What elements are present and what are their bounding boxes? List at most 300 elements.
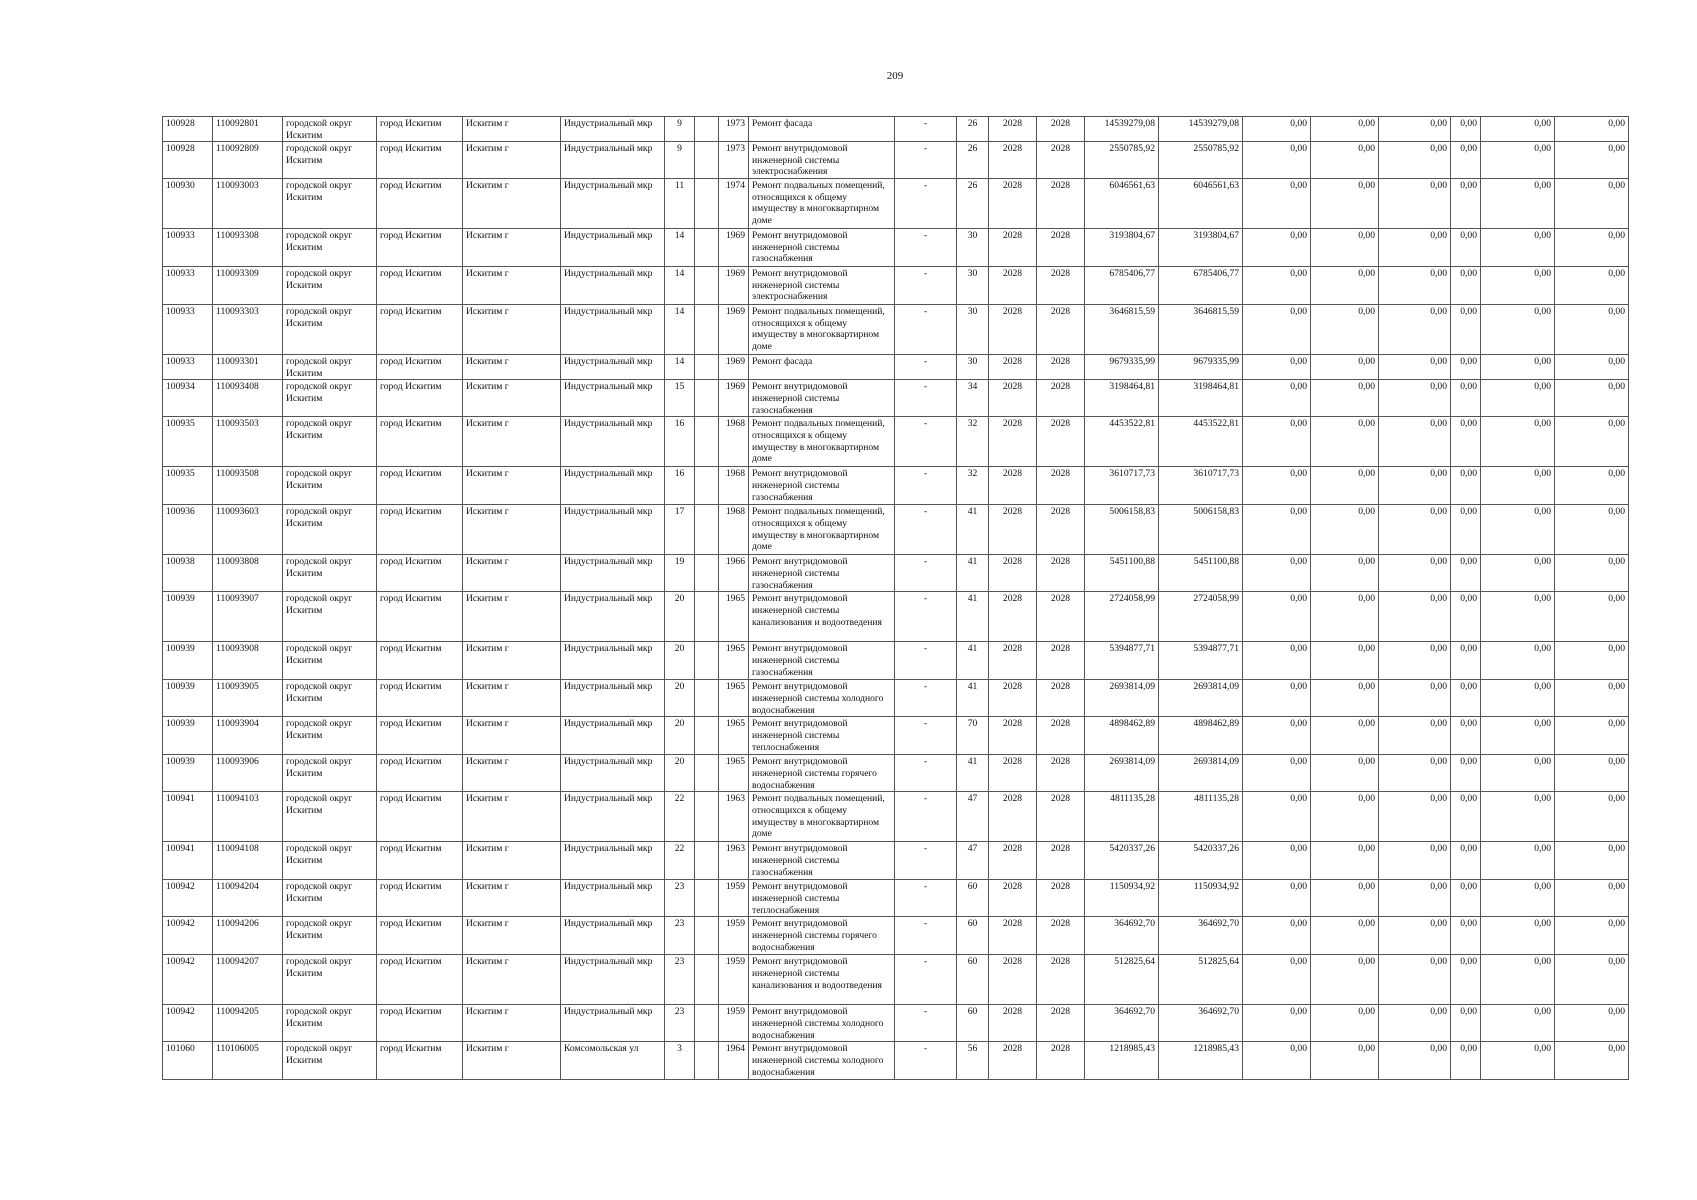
cell-amount-2: 0,00 [1311, 717, 1379, 755]
cell-building [695, 305, 719, 355]
cell-house-number: 17 [665, 505, 695, 555]
table-row [163, 717, 1629, 755]
cell-object-id: 100942 [163, 880, 213, 917]
cell-municipal-district: городской округ Искитим [283, 642, 377, 680]
cell-cost-total: 1150934,92 [1085, 880, 1159, 917]
cell-street: Индустриальный мкр [561, 642, 665, 680]
table-row [163, 305, 1629, 355]
cell-amount-1: 0,00 [1243, 179, 1311, 229]
cell-year-end: 2028 [1037, 142, 1085, 179]
cell-amount-5: 0,00 [1481, 505, 1555, 555]
table-row [163, 355, 1629, 380]
cell-object-id: 100930 [163, 179, 213, 229]
cell-municipal-district: городской округ Искитим [283, 142, 377, 179]
cell-street: Индустриальный мкр [561, 792, 665, 842]
cell-floors: 41 [957, 642, 989, 680]
cell-amount-2: 0,00 [1311, 505, 1379, 555]
cell-house-number: 20 [665, 642, 695, 680]
cell-year-built: 1966 [719, 555, 749, 592]
cell-work-id: 110093309 [213, 267, 283, 305]
cell-street: Индустриальный мкр [561, 1005, 665, 1042]
cell-amount-6: 0,00 [1555, 792, 1629, 842]
cell-amount-2: 0,00 [1311, 417, 1379, 467]
cell-amount-6: 0,00 [1555, 1005, 1629, 1042]
cell-municipal-district: городской округ Искитим [283, 842, 377, 880]
cell-year-start: 2028 [989, 1005, 1037, 1042]
cell-amount-4: 0,00 [1451, 267, 1481, 305]
cell-work-type: Ремонт внутридомовой инженерной системы газоснабжения [749, 380, 895, 417]
cell-amount-5: 0,00 [1481, 117, 1555, 142]
cell-house-number: 23 [665, 1005, 695, 1042]
cell-amount-2: 0,00 [1311, 792, 1379, 842]
cell-amount-5: 0,00 [1481, 267, 1555, 305]
table-row [163, 642, 1629, 680]
cell-amount-6: 0,00 [1555, 717, 1629, 755]
cell-house-number: 14 [665, 305, 695, 355]
cell-year-built: 1973 [719, 117, 749, 142]
cell-work-id: 110094207 [213, 955, 283, 1005]
cell-dash: - [895, 680, 957, 717]
cell-year-built: 1965 [719, 717, 749, 755]
cell-amount-4: 0,00 [1451, 592, 1481, 642]
table-row [163, 179, 1629, 229]
table-row [163, 1005, 1629, 1042]
cell-building [695, 117, 719, 142]
cell-amount-5: 0,00 [1481, 1042, 1555, 1080]
cell-amount-2: 0,00 [1311, 1042, 1379, 1080]
cell-work-type: Ремонт внутридомовой инженерной системы теплоснабжения [749, 717, 895, 755]
cell-locality: Искитим г [463, 917, 561, 955]
cell-year-built: 1969 [719, 305, 749, 355]
cell-amount-1: 0,00 [1243, 1005, 1311, 1042]
cell-year-start: 2028 [989, 117, 1037, 142]
cell-work-type: Ремонт внутридомовой инженерной системы газоснабжения [749, 229, 895, 267]
cell-building [695, 505, 719, 555]
cell-floors: 41 [957, 592, 989, 642]
cell-amount-1: 0,00 [1243, 880, 1311, 917]
cell-amount-5: 0,00 [1481, 880, 1555, 917]
cell-locality: Искитим г [463, 555, 561, 592]
cell-municipal-district: городской округ Искитим [283, 1042, 377, 1080]
cell-year-end: 2028 [1037, 467, 1085, 505]
cell-cost-planned: 9679335,99 [1159, 355, 1243, 380]
cell-building [695, 229, 719, 267]
cell-year-built: 1959 [719, 1005, 749, 1042]
cell-amount-5: 0,00 [1481, 680, 1555, 717]
cell-amount-2: 0,00 [1311, 592, 1379, 642]
cell-amount-4: 0,00 [1451, 642, 1481, 680]
cell-amount-5: 0,00 [1481, 380, 1555, 417]
cell-year-start: 2028 [989, 842, 1037, 880]
cell-amount-4: 0,00 [1451, 880, 1481, 917]
cell-amount-6: 0,00 [1555, 842, 1629, 880]
cell-locality: Искитим г [463, 1042, 561, 1080]
cell-amount-4: 0,00 [1451, 1005, 1481, 1042]
cell-settlement: город Искитим [377, 555, 463, 592]
cell-work-type: Ремонт внутридомовой инженерной системы газоснабжения [749, 842, 895, 880]
cell-year-built: 1959 [719, 955, 749, 1005]
cell-amount-5: 0,00 [1481, 355, 1555, 380]
cell-locality: Искитим г [463, 1005, 561, 1042]
cell-amount-6: 0,00 [1555, 505, 1629, 555]
cell-work-type: Ремонт внутридомовой инженерной системы электроснабжения [749, 142, 895, 179]
cell-amount-6: 0,00 [1555, 467, 1629, 505]
cell-amount-6: 0,00 [1555, 1042, 1629, 1080]
cell-object-id: 100928 [163, 117, 213, 142]
cell-building [695, 1005, 719, 1042]
cell-amount-3: 0,00 [1379, 117, 1451, 142]
cell-amount-6: 0,00 [1555, 755, 1629, 792]
cell-floors: 26 [957, 179, 989, 229]
table-row [163, 680, 1629, 717]
table-row [163, 467, 1629, 505]
page-number: 209 [886, 70, 904, 82]
cell-work-type: Ремонт фасада [749, 117, 895, 142]
cell-cost-total: 2724058,99 [1085, 592, 1159, 642]
cell-amount-2: 0,00 [1311, 680, 1379, 717]
cell-work-id: 110094103 [213, 792, 283, 842]
cell-locality: Искитим г [463, 880, 561, 917]
cell-cost-total: 6785406,77 [1085, 267, 1159, 305]
cell-year-start: 2028 [989, 955, 1037, 1005]
cell-cost-planned: 6785406,77 [1159, 267, 1243, 305]
cell-amount-4: 0,00 [1451, 842, 1481, 880]
table-row [163, 755, 1629, 792]
cell-year-start: 2028 [989, 642, 1037, 680]
cell-object-id: 100936 [163, 505, 213, 555]
table-body [163, 117, 1629, 1080]
cell-amount-3: 0,00 [1379, 555, 1451, 592]
cell-amount-3: 0,00 [1379, 755, 1451, 792]
cell-settlement: город Искитим [377, 642, 463, 680]
cell-house-number: 16 [665, 417, 695, 467]
cell-amount-4: 0,00 [1451, 179, 1481, 229]
cell-building [695, 842, 719, 880]
cell-settlement: город Искитим [377, 505, 463, 555]
cell-locality: Искитим г [463, 505, 561, 555]
cell-amount-3: 0,00 [1379, 592, 1451, 642]
cell-street: Индустриальный мкр [561, 417, 665, 467]
cell-building [695, 717, 719, 755]
cell-locality: Искитим г [463, 142, 561, 179]
cell-year-built: 1965 [719, 592, 749, 642]
cell-amount-5: 0,00 [1481, 917, 1555, 955]
cell-amount-6: 0,00 [1555, 642, 1629, 680]
cell-amount-1: 0,00 [1243, 355, 1311, 380]
cell-amount-5: 0,00 [1481, 142, 1555, 179]
cell-building [695, 467, 719, 505]
cell-amount-3: 0,00 [1379, 355, 1451, 380]
cell-settlement: город Искитим [377, 680, 463, 717]
cell-street: Индустриальный мкр [561, 305, 665, 355]
cell-settlement: город Искитим [377, 717, 463, 755]
cell-street: Комсомольская ул [561, 1042, 665, 1080]
cell-object-id: 100933 [163, 305, 213, 355]
cell-amount-1: 0,00 [1243, 267, 1311, 305]
cell-amount-2: 0,00 [1311, 642, 1379, 680]
cell-municipal-district: городской округ Искитим [283, 267, 377, 305]
cell-work-type: Ремонт подвальных помещений, относящихся к общему имуществу в многоквартирном доме [749, 505, 895, 555]
cell-amount-3: 0,00 [1379, 842, 1451, 880]
cell-year-start: 2028 [989, 267, 1037, 305]
cell-amount-3: 0,00 [1379, 917, 1451, 955]
cell-building [695, 955, 719, 1005]
cell-settlement: город Искитим [377, 592, 463, 642]
cell-amount-4: 0,00 [1451, 380, 1481, 417]
cell-street: Индустриальный мкр [561, 955, 665, 1005]
cell-year-built: 1969 [719, 267, 749, 305]
cell-settlement: город Искитим [377, 355, 463, 380]
cell-work-id: 110093303 [213, 305, 283, 355]
cell-municipal-district: городской округ Искитим [283, 592, 377, 642]
cell-amount-5: 0,00 [1481, 955, 1555, 1005]
cell-floors: 32 [957, 467, 989, 505]
capital-repair-register-table [162, 116, 1629, 1080]
cell-municipal-district: городской округ Искитим [283, 380, 377, 417]
cell-work-id: 110092809 [213, 142, 283, 179]
cell-work-type: Ремонт внутридомовой инженерной системы газоснабжения [749, 642, 895, 680]
cell-street: Индустриальный мкр [561, 917, 665, 955]
cell-year-start: 2028 [989, 680, 1037, 717]
cell-work-id: 110093503 [213, 417, 283, 467]
cell-amount-3: 0,00 [1379, 467, 1451, 505]
cell-house-number: 9 [665, 142, 695, 179]
cell-work-type: Ремонт внутридомовой инженерной системы горячего водоснабжения [749, 917, 895, 955]
cell-year-built: 1968 [719, 467, 749, 505]
cell-municipal-district: городской округ Искитим [283, 229, 377, 267]
cell-building [695, 1042, 719, 1080]
cell-work-id: 110093908 [213, 642, 283, 680]
cell-year-start: 2028 [989, 792, 1037, 842]
cell-amount-3: 0,00 [1379, 880, 1451, 917]
cell-amount-2: 0,00 [1311, 355, 1379, 380]
cell-work-id: 110093603 [213, 505, 283, 555]
cell-floors: 41 [957, 680, 989, 717]
cell-work-type: Ремонт внутридомовой инженерной системы холодного водоснабжения [749, 1042, 895, 1080]
cell-floors: 30 [957, 229, 989, 267]
cell-amount-4: 0,00 [1451, 792, 1481, 842]
cell-house-number: 3 [665, 1042, 695, 1080]
cell-locality: Искитим г [463, 642, 561, 680]
cell-floors: 60 [957, 917, 989, 955]
cell-cost-total: 364692,70 [1085, 917, 1159, 955]
cell-year-built: 1963 [719, 792, 749, 842]
cell-amount-2: 0,00 [1311, 229, 1379, 267]
cell-work-id: 110094206 [213, 917, 283, 955]
cell-municipal-district: городской округ Искитим [283, 917, 377, 955]
cell-dash: - [895, 917, 957, 955]
cell-cost-total: 9679335,99 [1085, 355, 1159, 380]
cell-amount-1: 0,00 [1243, 417, 1311, 467]
cell-year-end: 2028 [1037, 955, 1085, 1005]
cell-dash: - [895, 592, 957, 642]
cell-amount-4: 0,00 [1451, 229, 1481, 267]
cell-year-end: 2028 [1037, 592, 1085, 642]
cell-year-end: 2028 [1037, 380, 1085, 417]
cell-year-built: 1969 [719, 380, 749, 417]
cell-house-number: 15 [665, 380, 695, 417]
cell-dash: - [895, 755, 957, 792]
table-row [163, 229, 1629, 267]
cell-settlement: город Искитим [377, 229, 463, 267]
cell-year-end: 2028 [1037, 680, 1085, 717]
cell-amount-1: 0,00 [1243, 117, 1311, 142]
cell-building [695, 142, 719, 179]
cell-object-id: 100942 [163, 1005, 213, 1042]
cell-amount-4: 0,00 [1451, 417, 1481, 467]
cell-year-end: 2028 [1037, 642, 1085, 680]
cell-building [695, 267, 719, 305]
cell-municipal-district: городской округ Искитим [283, 467, 377, 505]
cell-floors: 26 [957, 117, 989, 142]
cell-municipal-district: городской округ Искитим [283, 880, 377, 917]
cell-cost-planned: 5006158,83 [1159, 505, 1243, 555]
cell-amount-6: 0,00 [1555, 880, 1629, 917]
cell-locality: Искитим г [463, 755, 561, 792]
cell-building [695, 642, 719, 680]
cell-municipal-district: городской округ Искитим [283, 179, 377, 229]
cell-amount-2: 0,00 [1311, 117, 1379, 142]
cell-cost-total: 4898462,89 [1085, 717, 1159, 755]
cell-year-start: 2028 [989, 555, 1037, 592]
cell-municipal-district: городской округ Искитим [283, 680, 377, 717]
cell-locality: Искитим г [463, 229, 561, 267]
cell-amount-4: 0,00 [1451, 1042, 1481, 1080]
cell-cost-total: 5006158,83 [1085, 505, 1159, 555]
cell-locality: Искитим г [463, 417, 561, 467]
cell-amount-3: 0,00 [1379, 680, 1451, 717]
cell-cost-planned: 3646815,59 [1159, 305, 1243, 355]
cell-amount-2: 0,00 [1311, 880, 1379, 917]
cell-settlement: город Искитим [377, 955, 463, 1005]
cell-house-number: 14 [665, 229, 695, 267]
cell-year-start: 2028 [989, 229, 1037, 267]
cell-amount-1: 0,00 [1243, 917, 1311, 955]
cell-object-id: 100939 [163, 680, 213, 717]
cell-street: Индустриальный мкр [561, 117, 665, 142]
cell-amount-2: 0,00 [1311, 555, 1379, 592]
cell-municipal-district: городской округ Искитим [283, 792, 377, 842]
table-row [163, 267, 1629, 305]
cell-amount-5: 0,00 [1481, 417, 1555, 467]
cell-year-end: 2028 [1037, 1005, 1085, 1042]
cell-amount-1: 0,00 [1243, 642, 1311, 680]
cell-dash: - [895, 142, 957, 179]
cell-building [695, 917, 719, 955]
cell-amount-2: 0,00 [1311, 842, 1379, 880]
cell-building [695, 355, 719, 380]
cell-amount-4: 0,00 [1451, 917, 1481, 955]
table-row [163, 380, 1629, 417]
cell-amount-1: 0,00 [1243, 755, 1311, 792]
cell-cost-planned: 2550785,92 [1159, 142, 1243, 179]
cell-object-id: 100942 [163, 917, 213, 955]
cell-house-number: 16 [665, 467, 695, 505]
cell-amount-1: 0,00 [1243, 555, 1311, 592]
cell-dash: - [895, 1042, 957, 1080]
cell-cost-total: 2550785,92 [1085, 142, 1159, 179]
cell-locality: Искитим г [463, 680, 561, 717]
cell-cost-planned: 2693814,09 [1159, 755, 1243, 792]
cell-work-type: Ремонт внутридомовой инженерной системы канализования и водоотведения [749, 592, 895, 642]
table-row [163, 142, 1629, 179]
cell-dash: - [895, 305, 957, 355]
cell-object-id: 100928 [163, 142, 213, 179]
cell-object-id: 100933 [163, 355, 213, 380]
cell-cost-planned: 4811135,28 [1159, 792, 1243, 842]
cell-year-end: 2028 [1037, 1042, 1085, 1080]
cell-work-id: 110093408 [213, 380, 283, 417]
cell-cost-planned: 364692,70 [1159, 917, 1243, 955]
cell-cost-planned: 1218985,43 [1159, 1042, 1243, 1080]
cell-amount-6: 0,00 [1555, 117, 1629, 142]
cell-cost-total: 3646815,59 [1085, 305, 1159, 355]
cell-work-type: Ремонт внутридомовой инженерной системы теплоснабжения [749, 880, 895, 917]
cell-locality: Искитим г [463, 467, 561, 505]
cell-building [695, 755, 719, 792]
cell-cost-planned: 1150934,92 [1159, 880, 1243, 917]
cell-year-start: 2028 [989, 380, 1037, 417]
cell-municipal-district: городской округ Искитим [283, 355, 377, 380]
cell-building [695, 880, 719, 917]
cell-building [695, 179, 719, 229]
cell-amount-2: 0,00 [1311, 917, 1379, 955]
cell-cost-planned: 3193804,67 [1159, 229, 1243, 267]
cell-work-id: 110093308 [213, 229, 283, 267]
cell-street: Индустриальный мкр [561, 380, 665, 417]
cell-amount-4: 0,00 [1451, 717, 1481, 755]
cell-amount-2: 0,00 [1311, 755, 1379, 792]
cell-house-number: 23 [665, 880, 695, 917]
cell-amount-1: 0,00 [1243, 229, 1311, 267]
cell-amount-4: 0,00 [1451, 142, 1481, 179]
cell-locality: Искитим г [463, 717, 561, 755]
cell-object-id: 100933 [163, 229, 213, 267]
cell-building [695, 592, 719, 642]
cell-amount-1: 0,00 [1243, 792, 1311, 842]
cell-house-number: 14 [665, 267, 695, 305]
cell-cost-planned: 2724058,99 [1159, 592, 1243, 642]
cell-street: Индустриальный мкр [561, 267, 665, 305]
cell-object-id: 100941 [163, 792, 213, 842]
cell-dash: - [895, 1005, 957, 1042]
cell-amount-1: 0,00 [1243, 842, 1311, 880]
cell-dash: - [895, 467, 957, 505]
cell-locality: Искитим г [463, 355, 561, 380]
cell-amount-1: 0,00 [1243, 592, 1311, 642]
cell-street: Индустриальный мкр [561, 842, 665, 880]
cell-amount-3: 0,00 [1379, 1005, 1451, 1042]
cell-dash: - [895, 842, 957, 880]
cell-building [695, 555, 719, 592]
table-row [163, 117, 1629, 142]
cell-cost-total: 6046561,63 [1085, 179, 1159, 229]
cell-amount-2: 0,00 [1311, 267, 1379, 305]
cell-settlement: город Искитим [377, 1005, 463, 1042]
cell-year-end: 2028 [1037, 555, 1085, 592]
cell-floors: 41 [957, 505, 989, 555]
cell-work-type: Ремонт внутридомовой инженерной системы газоснабжения [749, 467, 895, 505]
cell-year-end: 2028 [1037, 755, 1085, 792]
cell-amount-5: 0,00 [1481, 555, 1555, 592]
cell-building [695, 417, 719, 467]
cell-floors: 60 [957, 955, 989, 1005]
cell-dash: - [895, 380, 957, 417]
cell-work-type: Ремонт подвальных помещений, относящихся к общему имуществу в многоквартирном доме [749, 305, 895, 355]
cell-settlement: город Искитим [377, 917, 463, 955]
cell-house-number: 22 [665, 842, 695, 880]
cell-house-number: 11 [665, 179, 695, 229]
